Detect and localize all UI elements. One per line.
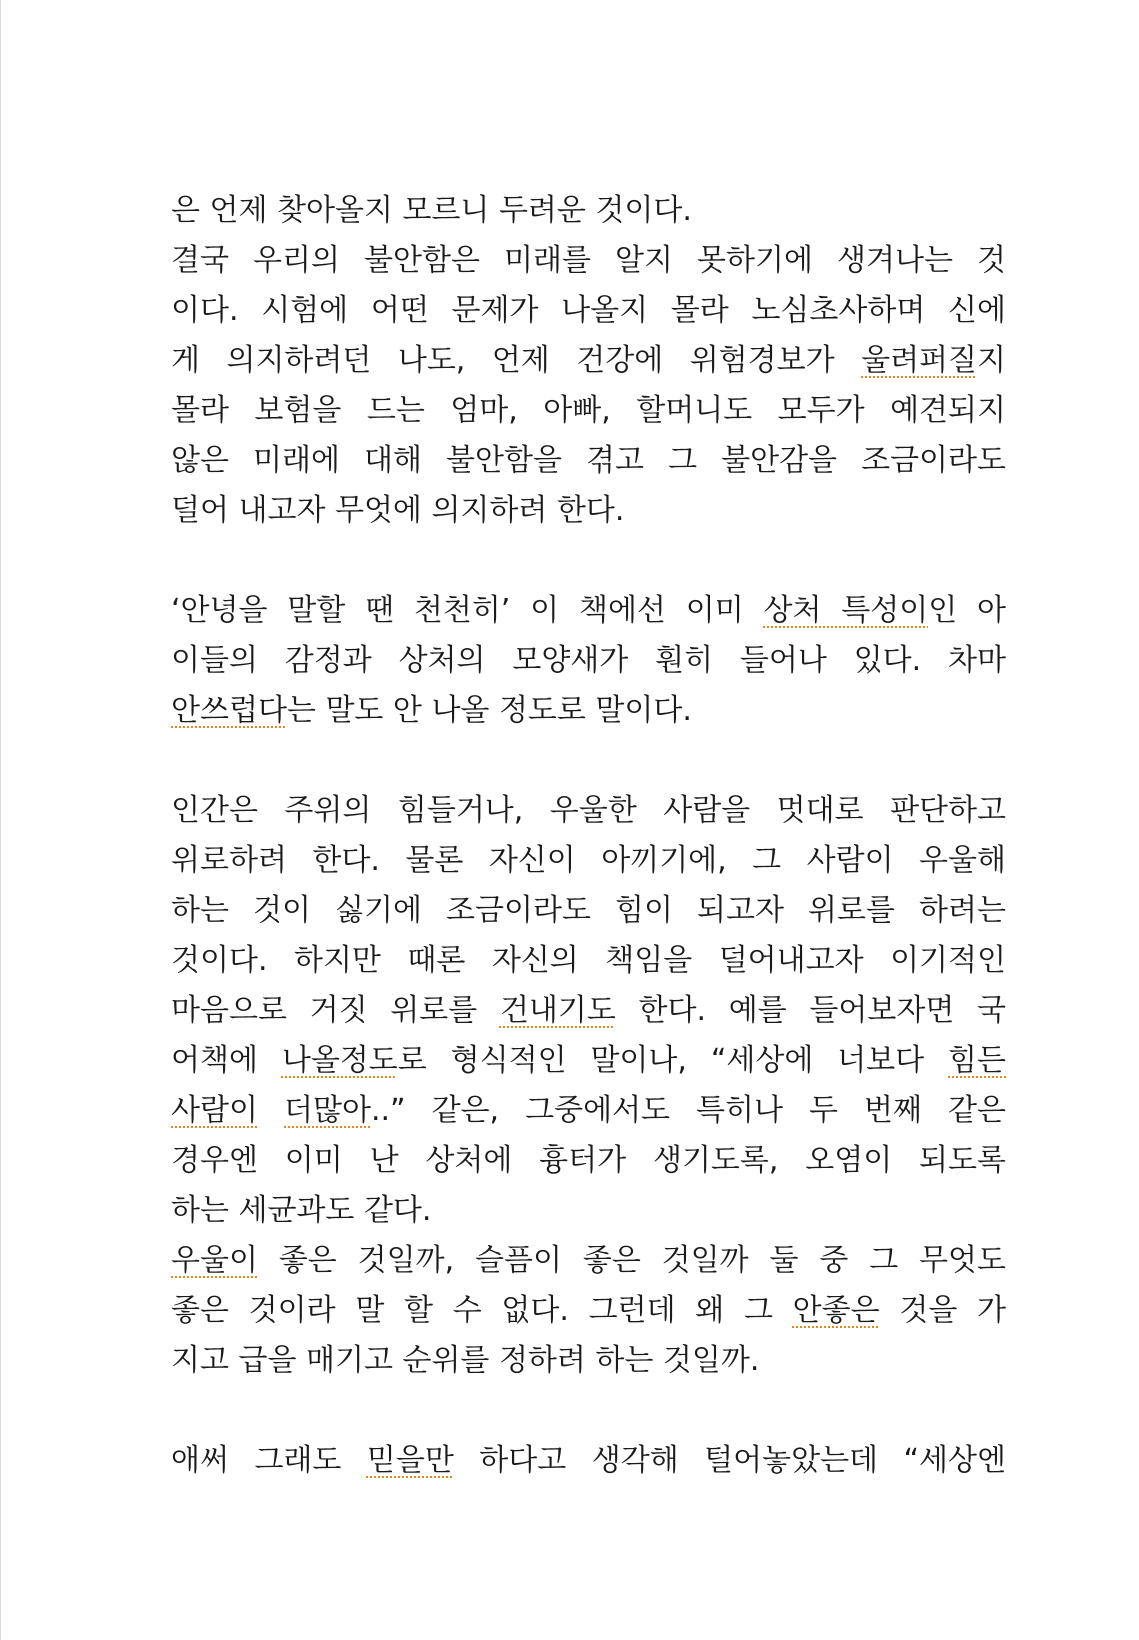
text-segment [258, 1093, 284, 1128]
spellcheck-flagged-word[interactable]: 상처 특성이 [763, 593, 929, 628]
spellcheck-flagged-word[interactable]: 안쓰럽다 [171, 693, 287, 728]
text-line [171, 686, 1006, 736]
text-line [171, 1186, 1006, 1236]
text-segment: 은 언제 찾아올지 모르니 두려운 것이다. [171, 193, 692, 228]
text-segment: 하다고 생각해 털어놓았는데 “세상엔 [453, 1443, 1006, 1478]
text-line [171, 1236, 1006, 1286]
text-line [171, 936, 1006, 986]
text-segment: 결국 우리의 불안함은 미래를 알지 못하기에 생겨나는 것 [171, 243, 1006, 278]
text-segment: 애써 그래도 [171, 1443, 367, 1478]
spellcheck-flagged-word[interactable]: 힘든 [948, 1043, 1006, 1078]
spellcheck-flagged-word[interactable]: 건내기도 [499, 993, 616, 1028]
text-segment: 게 의지하려던 나도, 언제 건강에 위험경보가 [171, 343, 862, 378]
text-segment: 경우엔 이미 난 상처에 흉터가 생기도록, 오염이 되도록 [171, 1143, 1006, 1178]
text-segment: 위로하려 한다. 물론 자신이 아끼기에, 그 사람이 우울해 [171, 843, 1006, 878]
text-segment: 마음으로 거짓 위로를 [171, 993, 500, 1028]
text-line [171, 436, 1006, 486]
text-line [171, 836, 1006, 886]
text-line [171, 336, 1006, 386]
text-line [171, 1036, 1006, 1086]
spellcheck-flagged-word[interactable]: 사람이 [171, 1093, 258, 1128]
spellcheck-flagged-word[interactable]: 울려퍼질 [861, 343, 978, 378]
text-segment: 좋은 것일까, 슬픔이 좋은 것일까 둘 중 그 무엇도 [257, 1243, 1006, 1278]
text-line [171, 1336, 1006, 1386]
text-segment: 덜어 내고자 무엇에 의지하려 한다. [171, 493, 625, 528]
text-segment: 지 [977, 343, 1006, 378]
spellcheck-flagged-word[interactable]: 우울이 [171, 1243, 258, 1278]
text-segment: 어책에 [171, 1043, 282, 1078]
document-body[interactable] [171, 186, 1006, 1486]
text-line [171, 486, 1006, 536]
text-line [171, 1436, 1006, 1486]
text-line [171, 1136, 1006, 1186]
text-line [171, 1086, 1006, 1136]
blank-line [171, 736, 1006, 786]
text-segment: 이들의 감정과 상처의 모양새가 훤히 들어나 있다. 차마 [171, 643, 1006, 678]
text-line [171, 886, 1006, 936]
text-segment: 지고 급을 매기고 순위를 정하려 하는 것일까. [171, 1343, 760, 1378]
blank-line [171, 536, 1006, 586]
spellcheck-flagged-word[interactable]: 안좋은 [792, 1293, 880, 1328]
text-segment: 것이다. 하지만 때론 자신의 책임을 덜어내고자 이기적인 [171, 943, 1006, 978]
text-line [171, 986, 1006, 1036]
spellcheck-flagged-word[interactable]: 믿을만 [366, 1443, 454, 1478]
spellcheck-flagged-word[interactable]: 나올정도 [281, 1043, 398, 1078]
text-segment: 로 형식적인 말이나, “세상에 너보다 [397, 1043, 949, 1078]
text-segment: ..” 같은, 그중에서도 특히나 두 번째 같은 [370, 1093, 1006, 1128]
text-segment: 않은 미래에 대해 불안함을 겪고 그 불안감을 조금이라도 [171, 443, 1006, 478]
text-segment: 하는 세균과도 같다. [171, 1193, 432, 1228]
text-segment: 한다. 예를 들어보자면 국 [615, 993, 1006, 1028]
text-line [171, 636, 1006, 686]
text-line [171, 236, 1006, 286]
text-segment: 것을 가 [879, 1293, 1006, 1328]
text-line [171, 186, 1006, 236]
text-line [171, 386, 1006, 436]
text-segment: 는 말도 안 나올 정도로 말이다. [286, 693, 692, 728]
text-segment: 인 아 [928, 593, 1006, 628]
text-line [171, 786, 1006, 836]
text-segment: 인간은 주위의 힘들거나, 우울한 사람을 멋대로 판단하고 [171, 793, 1006, 828]
text-line [171, 1286, 1006, 1336]
spellcheck-flagged-word[interactable]: 더많아 [284, 1093, 371, 1128]
blank-line [171, 1386, 1006, 1436]
text-segment: 하는 것이 싫기에 조금이라도 힘이 되고자 위로를 하려는 [171, 893, 1006, 928]
text-line [171, 286, 1006, 336]
text-segment: ‘안녕을 말할 땐 천천히’ 이 책에선 이미 [171, 593, 764, 628]
text-segment: 이다. 시험에 어떤 문제가 나올지 몰라 노심초사하며 신에 [171, 293, 1006, 328]
text-segment: 좋은 것이라 말 할 수 없다. 그런데 왜 그 [171, 1293, 793, 1328]
text-segment: 몰라 보험을 드는 엄마, 아빠, 할머니도 모두가 예견되지 [171, 393, 1006, 428]
text-line [171, 586, 1006, 636]
